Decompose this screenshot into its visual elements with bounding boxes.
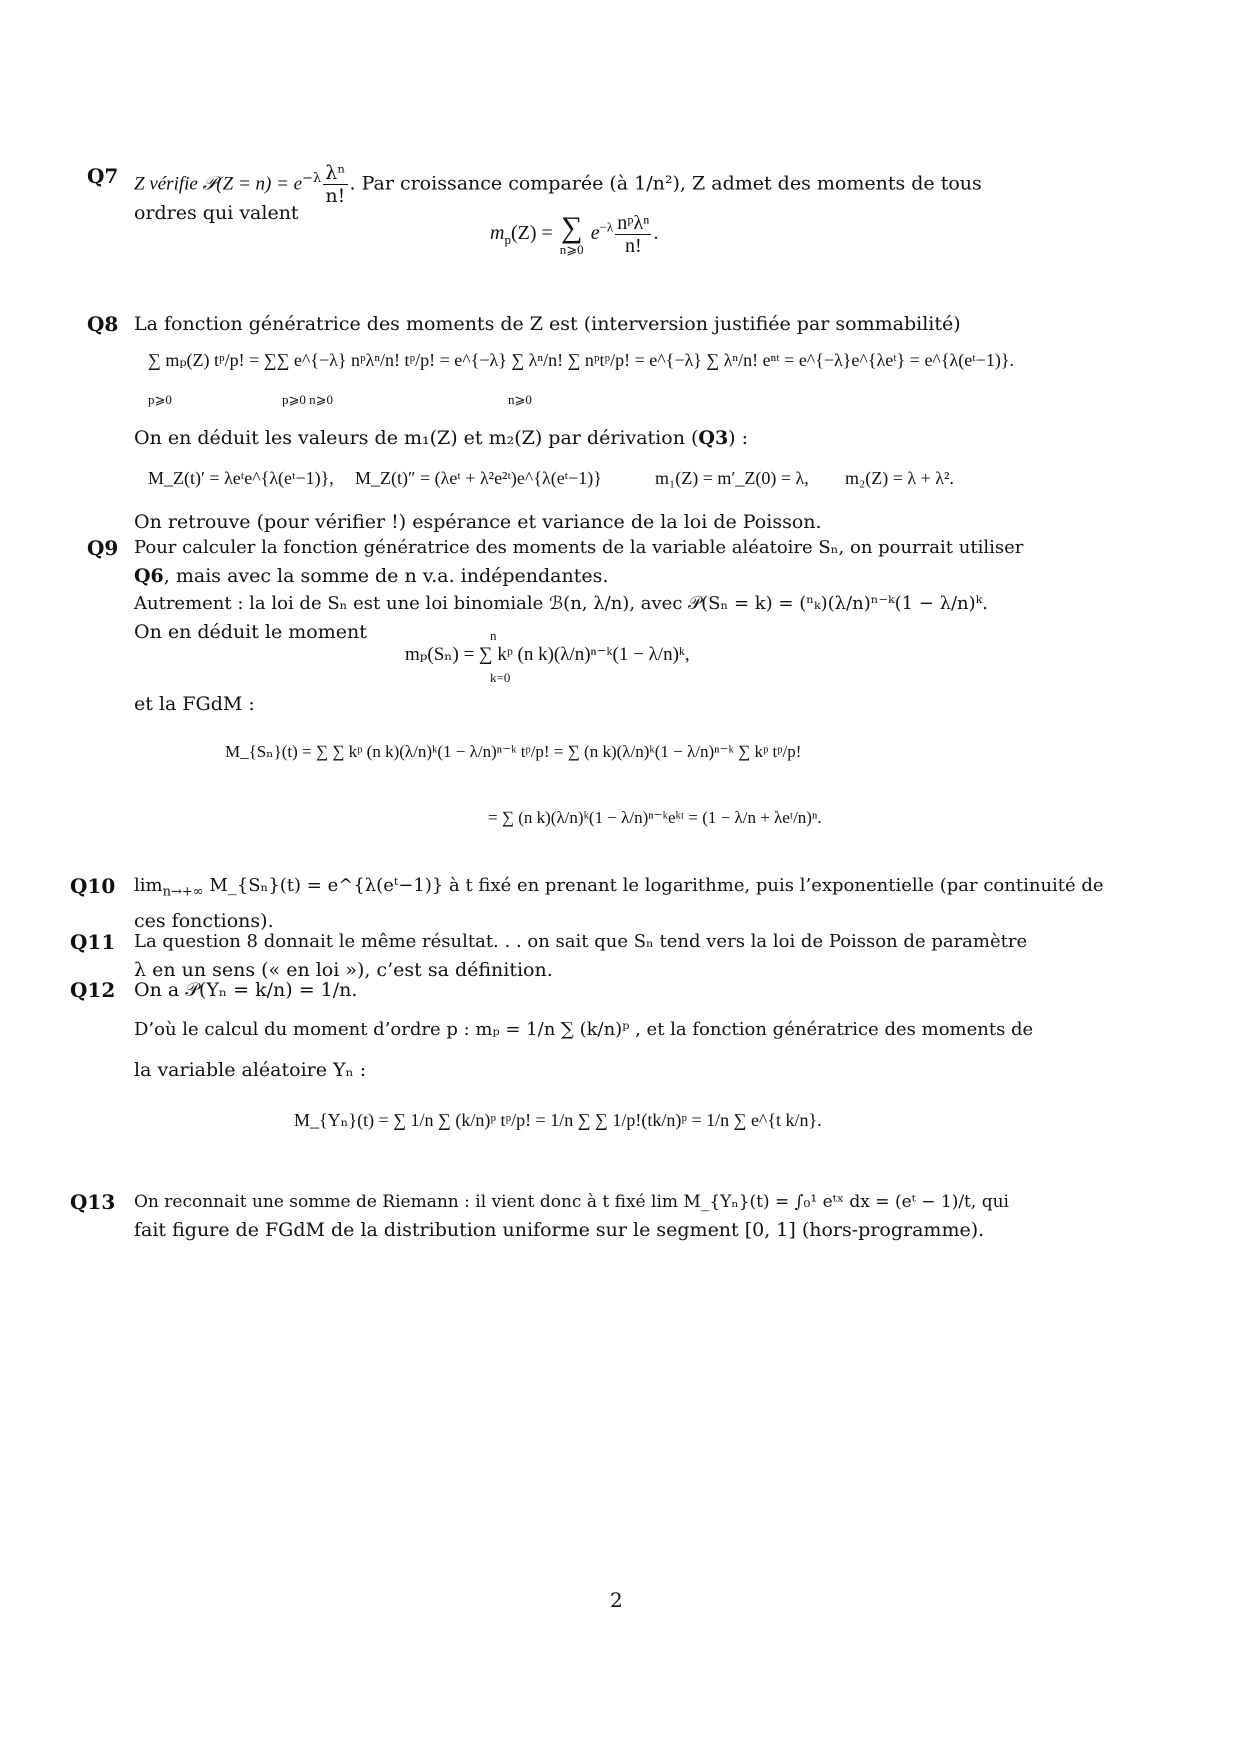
- q8-block: [88, 310, 1128, 338]
- q10-line: [134, 872, 1128, 907]
- q12-moment: [88, 1016, 1128, 1044]
- q13-text: On reconnait une somme de Riemann : il vient donc à t fixé lim M_{Yₙ}(t) = ∫₀¹ eᵗˣ dx = (eᵗ − 1)/t, qui: [134, 1192, 1009, 1212]
- q9-eq1: mₚ(Sₙ) = ∑ kᵖ (n k)(λ/n)ⁿ⁻ᵏ(1 − λ/n)ᵏ,: [405, 644, 690, 665]
- q9-eq3: = ∑ (n k)(λ/n)ᵏ(1 − λ/n)ⁿ⁻ᵏeᵏᵗ = (1 − λ/n + λeᵗ/n)ⁿ.: [488, 808, 822, 827]
- q7-eq-den: n!: [624, 235, 642, 257]
- q7-sum-lower: n⩾0: [559, 241, 584, 257]
- q7-eq-frac: [615, 212, 651, 257]
- q9-eq2: M_{Sₙ}(t) = ∑ ∑ kᵖ (n k)(λ/n)ᵏ(1 − λ/n)ⁿ⁻ᵏ tᵖ/p! = ∑ (n k)(λ/n)ᵏ(1 − λ/n)ⁿ⁻ᵏ ∑ kᵖ tᵖ/p!: [225, 742, 802, 761]
- q8-eq2c: m₁(Z) = m′_Z(0) = λ,: [655, 468, 809, 488]
- q7-text1: Z vérifie 𝒫(Z = n) = e: [134, 173, 303, 195]
- q9-text1: Pour calculer la fonction génératrice des moments de la variable aléatoire Sₙ, on pourrait utiliser: [134, 537, 1024, 558]
- q7-frac-den: n!: [325, 185, 346, 207]
- q7-eq-exp: e: [590, 222, 600, 245]
- q8-text: La fonction génératrice des moments de Z est (interversion justifiée par sommabilité): [134, 313, 961, 335]
- q7-frac-num: λⁿ: [325, 162, 346, 184]
- q13-label: Q13: [70, 1190, 116, 1214]
- q8-eq-lower-p: p⩾0: [148, 392, 172, 407]
- q10-text2: ces fonctions).: [134, 909, 274, 932]
- q8-eq-lower-n: n⩾0: [508, 392, 532, 407]
- q9-text5: et la FGdM :: [134, 693, 255, 715]
- q9-text4: On en déduit le moment: [134, 621, 367, 643]
- q7-eq-num: nᵖλⁿ: [617, 212, 650, 234]
- q11-text: La question 8 donnait le même résultat. . . on sait que Sₙ tend vers la loi de Poisson de paramètre: [134, 931, 1028, 952]
- q12-text3: la variable aléatoire Yₙ :: [134, 1059, 367, 1081]
- q7-text3: ordres qui valent: [134, 202, 299, 224]
- q8-conclusion: [88, 508, 1128, 536]
- q8-equation: ∑ mₚ(Z) tᵖ/p! = ∑∑ e^{−λ} nᵖλⁿ/n! tᵖ/p! = e^{−λ} ∑ λⁿ/n! ∑ nᵖtᵖ/p! = e^{−λ} ∑ λⁿ/n! eⁿᵗ = e^{−λ}e^{λeᵗ} = e^{λ(eᵗ−1)}.: [148, 350, 1014, 370]
- q10-lim-sub: n→+∞: [162, 884, 204, 900]
- q8-ref: Q3: [698, 427, 729, 449]
- q7-label: Q7: [87, 164, 119, 188]
- q10-text: M_{Sₙ}(t) = e^{λ(eᵗ−1)} à t fixé en prenant le logarithme, puis l’exponentielle (par continuité de: [209, 875, 1104, 896]
- q9-block: [88, 534, 1128, 646]
- q13-text2: fait figure de FGdM de la distribution uniforme sur le segment [0, 1] (hors-programme).: [134, 1219, 985, 1241]
- q7-eq-m: m: [490, 222, 505, 245]
- q13-block: [70, 1188, 1128, 1244]
- q10-lim: lim: [134, 875, 163, 896]
- page-number: 2: [610, 1588, 623, 1612]
- q12-var: [88, 1056, 1128, 1084]
- q8-text2: On en déduit les valeurs de m₁(Z) et m₂(Z) par dérivation (: [134, 427, 699, 449]
- q7-text2: . Par croissance comparée (à 1/n²), Z admet des moments de tous: [349, 172, 982, 195]
- q12-text2: D’où le calcul du moment d’ordre p : mₚ = 1/n ∑ (k/n)ᵖ , et la fonction génératrice des moments de: [134, 1019, 1034, 1040]
- q10-block: [70, 872, 1128, 935]
- q8-eq2d: m₂(Z) = λ + λ².: [845, 468, 954, 488]
- q12-block: [70, 976, 1128, 1004]
- q9-ref: Q6: [134, 565, 164, 587]
- q8-text2-line: [134, 424, 1128, 452]
- q9-line2: [134, 562, 1128, 590]
- q12-eq: M_{Yₙ}(t) = ∑ 1/n ∑ (k/n)ᵖ tᵖ/p! = 1/n ∑ ∑ 1/p!(tk/n)ᵖ = 1/n ∑ e^{t k/n}.: [294, 1110, 822, 1130]
- q7-equation: [490, 212, 658, 257]
- q10-label: Q10: [70, 874, 116, 898]
- q8-derive: [88, 424, 1128, 452]
- q7-fraction: [323, 162, 347, 207]
- q7-eq-end: .: [653, 222, 659, 245]
- q8-text2b: ) :: [728, 427, 749, 449]
- q7-eq-mid: (Z) =: [510, 222, 553, 245]
- q12-text: On a 𝒫(Yₙ = k/n) = 1/n.: [134, 979, 358, 1001]
- q9-text2: , mais avec la somme de n v.a. indépendantes.: [163, 565, 609, 587]
- q8-eq2b: M_Z(t)″ = (λeᵗ + λ²e²ᵗ)e^{λ(eᵗ−1)}: [355, 468, 602, 488]
- q11-text2: λ en un sens (« en loi »), c’est sa définition.: [134, 959, 553, 981]
- q8-eq2a: M_Z(t)′ = λeᵗe^{λ(eᵗ−1)},: [148, 468, 334, 488]
- q9-label: Q9: [87, 536, 119, 560]
- q7-eq-exp-sup: −λ: [599, 219, 614, 235]
- q7-eq-sub: p: [504, 232, 511, 248]
- q7-sum: ∑ n⩾0: [559, 210, 584, 257]
- q9-text3: Autrement : la loi de Sₙ est une loi binomiale ℬ(n, λ/n), avec 𝒫(Sₙ = k) = (ⁿₖ)(λ/n)ⁿ⁻ᵏ(1 − λ/n)ᵏ.: [134, 593, 988, 614]
- q8-label: Q8: [87, 312, 119, 336]
- q8-eq-lower-pn: p⩾0 n⩾0: [282, 392, 334, 407]
- q9-fgdm: [88, 690, 1128, 718]
- q9-eq1-upper: n: [490, 628, 497, 643]
- q11-label: Q11: [70, 930, 116, 954]
- q7-exp: −λ: [302, 171, 322, 187]
- q8-text3: On retrouve (pour vérifier !) espérance et variance de la loi de Poisson.: [134, 511, 822, 533]
- q9-eq1-lower: k=0: [490, 670, 511, 685]
- q12-label: Q12: [70, 978, 116, 1002]
